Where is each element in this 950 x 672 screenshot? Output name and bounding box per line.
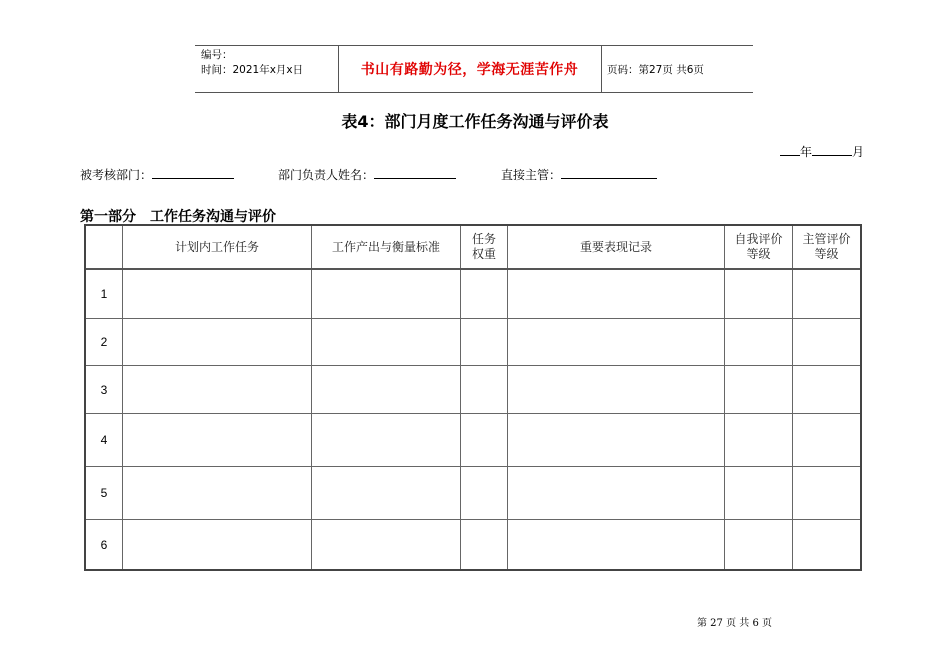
header-output-standard: 工作产出与衡量标准: [331, 239, 440, 254]
row-number: 2: [100, 335, 108, 349]
header-self-evaluation: 自我评价 等级: [734, 232, 783, 261]
col-divider: [507, 226, 508, 569]
header-motto: 书山有路勤为径，学海无涯苦作舟: [360, 62, 579, 78]
header-planned-tasks: 计划内工作任务: [174, 239, 259, 254]
col-divider: [122, 226, 123, 569]
row-divider: [86, 466, 860, 467]
row-number: 4: [100, 433, 108, 447]
dept-label: 被考核部门：: [80, 168, 153, 182]
row-divider: [86, 365, 860, 366]
evaluation-table: [84, 224, 862, 571]
page-footer: 第 27 页 共 6 页: [697, 618, 772, 629]
manager-field: [278, 166, 456, 183]
row-number: 3: [100, 382, 108, 397]
number-label: 编号：: [201, 49, 233, 61]
year-blank[interactable]: [780, 144, 800, 156]
row-number: 5: [100, 486, 108, 500]
dept-field: [80, 166, 234, 183]
section-title: 第一部分 工作任务沟通与评价: [80, 209, 276, 225]
header-performance-record: 重要表现记录: [579, 239, 652, 254]
time-label: 时间：2021年x月x日: [201, 64, 304, 76]
row-divider: [86, 318, 860, 319]
dept-blank[interactable]: [152, 167, 234, 179]
year-label: 年: [800, 145, 813, 159]
col-divider: [311, 226, 312, 569]
header-divider-right: [601, 45, 602, 93]
month-blank[interactable]: [812, 144, 852, 156]
manager-blank[interactable]: [374, 167, 456, 179]
date-line: [780, 143, 864, 160]
month-label: 月: [852, 145, 865, 159]
col-divider: [792, 226, 793, 569]
supervisor-label: 直接主管：: [501, 168, 562, 182]
col-divider: [724, 226, 725, 569]
row-divider: [86, 519, 860, 520]
manager-label: 部门负责人姓名：: [278, 168, 375, 182]
header-task-weight: 任务 权重: [471, 232, 496, 261]
row-divider: [86, 413, 860, 414]
supervisor-blank[interactable]: [561, 167, 657, 179]
page-title: 表4：部门月度工作任务沟通与评价表: [341, 112, 609, 131]
header-page-info: 页码：第27页 共6页: [607, 63, 704, 76]
col-divider: [460, 226, 461, 569]
header-row-divider: [86, 268, 860, 270]
header-meta: [201, 48, 303, 78]
document-header: [195, 45, 753, 93]
row-number: 1: [100, 286, 108, 301]
header-supervisor-evaluation: 主管评价 等级: [802, 232, 851, 261]
supervisor-field: [501, 166, 657, 183]
row-number: 6: [100, 537, 108, 552]
